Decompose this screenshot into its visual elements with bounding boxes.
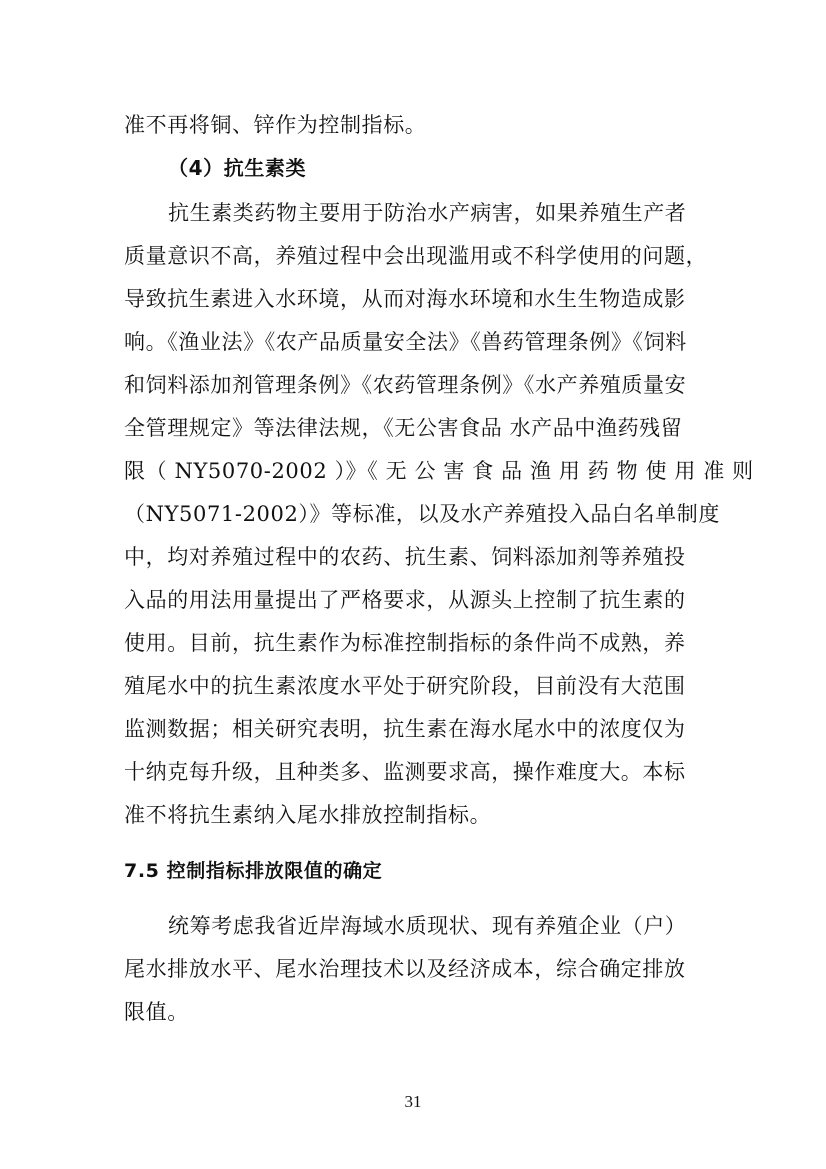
paragraph-line: 质量意识不高，养殖过程中会出现滥用或不科学使用的问题，	[124, 244, 708, 268]
section-heading-antibiotics: （4）抗生素类	[168, 156, 307, 180]
paragraph-line: 尾水排放水平、尾水治理技术以及经济成本，综合确定排放	[124, 957, 686, 981]
section-heading-7-5: 7.5 控制指标排放限值的确定	[124, 860, 383, 882]
paragraph-line: 抗生素类药物主要用于防治水产病害，如果养殖生产者	[168, 201, 687, 225]
paragraph-line: 限（ NY5070-2002 ）》《 无 公 害 食 品 渔 用 药 物 使 用 准 则	[124, 459, 754, 483]
paragraph-line: 殖尾水中的抗生素浓度水平处于研究阶段，目前没有大范围	[124, 674, 686, 698]
page-number: 31	[404, 1092, 422, 1111]
paragraph-line: 限值。	[124, 1000, 189, 1024]
paragraph-line: 统筹考虑我省近岸海域水质现状、现有养殖企业（户）	[168, 914, 687, 938]
paragraph-line: 全管理规定》等法律法规，《无公害食品 水产品中渔药残留	[124, 416, 683, 440]
paragraph-line: 中，均对养殖过程中的农药、抗生素、饲料添加剂等养殖投	[124, 545, 686, 569]
paragraph-line: 准不将抗生素纳入尾水排放控制指标。	[124, 803, 492, 827]
paragraph-line: 准不再将铜、锌作为控制指标。	[124, 113, 427, 137]
paragraph-line: 监测数据；相关研究表明，抗生素在海水尾水中的浓度仅为	[124, 717, 686, 741]
paragraph-line: （NY5071-2002）》等标准，以及水产养殖投入品白名单制度	[124, 502, 720, 526]
paragraph-line: 和饲料添加剂管理条例》《农药管理条例》《水产养殖质量安	[124, 373, 687, 397]
paragraph-line: 导致抗生素进入水环境，从而对海水环境和水生生物造成影	[124, 287, 686, 311]
paragraph-line: 入品的用法用量提出了严格要求，从源头上控制了抗生素的	[124, 588, 686, 612]
paragraph-line: 十纳克每升级，且种类多、监测要求高，操作难度大。本标	[124, 760, 686, 784]
paragraph-line: 使用。目前，抗生素作为标准控制指标的条件尚不成熟，养	[124, 631, 686, 655]
paragraph-line: 响。《渔业法》《农产品质量安全法》《兽药管理条例》《饲料	[124, 330, 687, 354]
